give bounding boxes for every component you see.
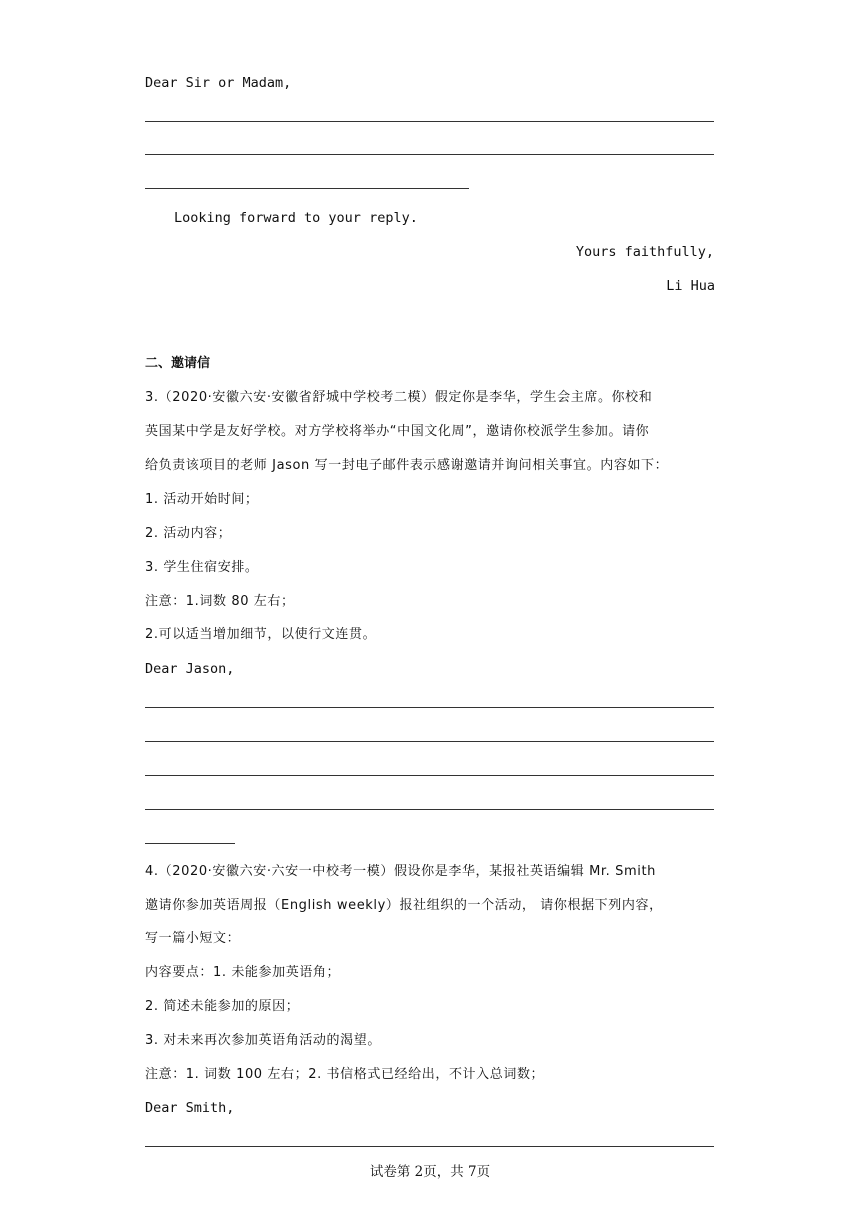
q4-greeting: Dear Smith, [145,1100,235,1116]
q3-line1: 3.（2020·安徽六安·安徽省舒城中学校考二模）假定你是李华，学生会主席。你校和 [145,390,653,405]
q4-note: 注意：1. 词数 100 左右；2. 书信格式已经给出，不计入总词数； [145,1067,545,1082]
letter1-signature: Li Hua [666,278,715,294]
q3-item: 1. 活动开始时间； [145,492,259,507]
answer-line [145,775,714,776]
section-heading: 二、邀请信 [145,356,211,371]
q3-line3: 给负责该项目的老师 Jason 写一封电子邮件表示感谢邀请并询问相关事宜。内容如下： [145,458,669,473]
answer-line [145,741,714,742]
answer-line-short [145,188,469,189]
q4-line3: 写一篇小短文： [145,931,241,946]
q4-line2: 邀请你参加英语周报（English weekly）报社组织的一个活动， 请你根据下列内容， [145,898,663,913]
letter1-greeting: Dear Sir or Madam, [145,75,292,91]
q4-line1: 4.（2020·安徽六安·六安一中校考一模）假设你是李华，某报社英语编辑 Mr. Smith [145,864,656,879]
answer-line [145,809,714,810]
q4-point: 2. 简述未能参加的原因； [145,999,300,1014]
q3-item: 3. 学生住宿安排。 [145,560,259,575]
letter1-signoff: Yours faithfully, [575,244,714,260]
q4-point: 3. 对未来再次参加英语角活动的渴望。 [145,1033,381,1048]
answer-line [145,1146,714,1147]
answer-line [145,154,714,155]
q3-note: 2.可以适当增加细节，以使行文连贯。 [145,627,377,642]
q4-point: 内容要点：1. 未能参加英语角； [145,965,341,980]
answer-line [145,121,714,122]
q3-greeting: Dear Jason, [145,661,235,677]
page-footer: 试卷第 2页，共 7页 [369,1164,491,1180]
letter1-closing-line: Looking forward to your reply. [174,210,418,226]
q3-item: 2. 活动内容； [145,526,232,541]
q3-line2: 英国某中学是友好学校。对方学校将举办“中国文化周”，邀请你校派学生参加。请你 [145,424,650,439]
answer-line-short [145,843,235,844]
answer-line [145,707,714,708]
q3-note: 注意：1.词数 80 左右； [145,594,295,609]
